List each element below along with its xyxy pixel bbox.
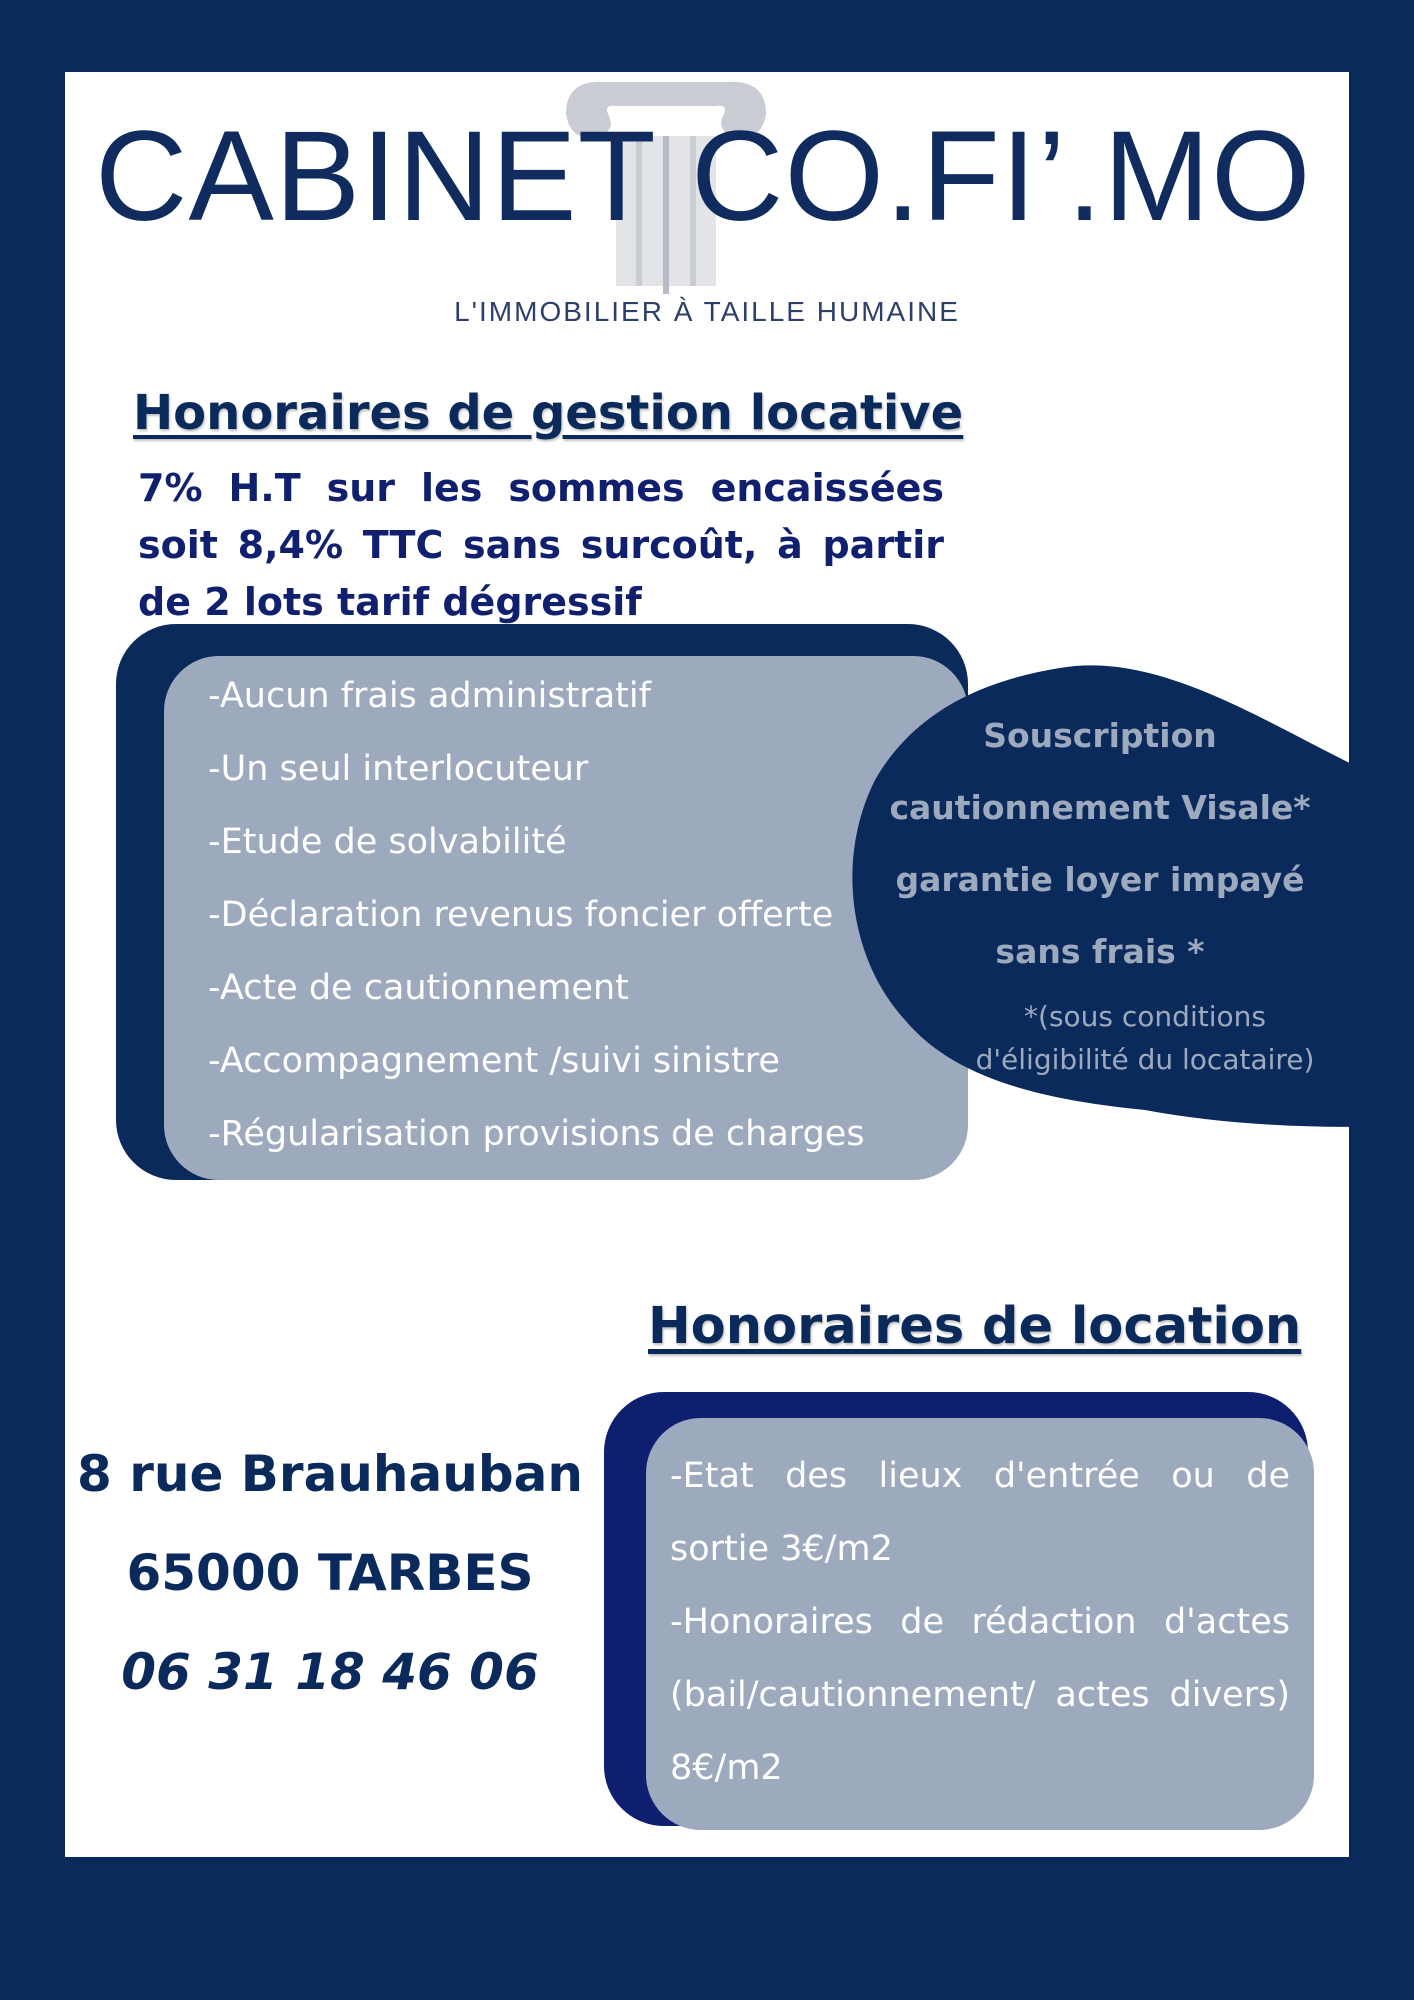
location-fee-item: -Etat des lieux d'entrée ou de sortie 3€/m2 (670, 1456, 1290, 1569)
service-item: -Accompagnement /suivi sinistre (208, 1041, 780, 1081)
services-list (208, 660, 865, 1171)
visale-note-line: *(sous conditions (1024, 1000, 1266, 1033)
service-item: -Déclaration revenus foncier offerte (208, 895, 834, 935)
service-item: -Régularisation provisions de charges (208, 1114, 865, 1154)
location-fee-item: -Honoraires de rédaction d'actes (bail/cautionnement/ actes divers) 8€/m2 (670, 1602, 1290, 1788)
phone-number[interactable]: 06 31 18 46 06 (121, 1643, 539, 1701)
tagline: L'IMMOBILIER À TAILLE HUMAINE (454, 296, 960, 327)
visale-line: Souscription (983, 716, 1217, 755)
service-item: -Etude de solvabilité (208, 822, 567, 862)
visale-note-line: d'éligibilité du locataire) (975, 1043, 1315, 1076)
location-title: Honoraires de location (648, 1297, 1302, 1356)
contact-block (70, 1425, 590, 1722)
service-item: -Un seul interlocuteur (208, 749, 589, 789)
visale-conditions-note (960, 995, 1330, 1081)
visale-line: garantie loyer impayé (895, 860, 1305, 899)
brand-logo: CABINET CO.FI’.MO (95, 105, 1312, 248)
location-fees-list (670, 1440, 1290, 1805)
service-item: -Aucun frais administratif (208, 676, 651, 716)
visale-line: sans frais * (995, 932, 1205, 971)
gestion-rate-text: 7% H.T sur les sommes encaissées soit 8,4% TTC sans surcoût, à partir de 2 lots tarif dégressif (138, 466, 944, 624)
address-city: 65000 TARBES (126, 1544, 534, 1602)
address-street: 8 rue Brauhauban (77, 1445, 583, 1503)
service-item: -Acte de cautionnement (208, 968, 629, 1008)
gestion-title: Honoraires de gestion locative (133, 385, 964, 441)
visale-line: cautionnement Visale* (889, 788, 1311, 827)
visale-offer (880, 700, 1320, 988)
